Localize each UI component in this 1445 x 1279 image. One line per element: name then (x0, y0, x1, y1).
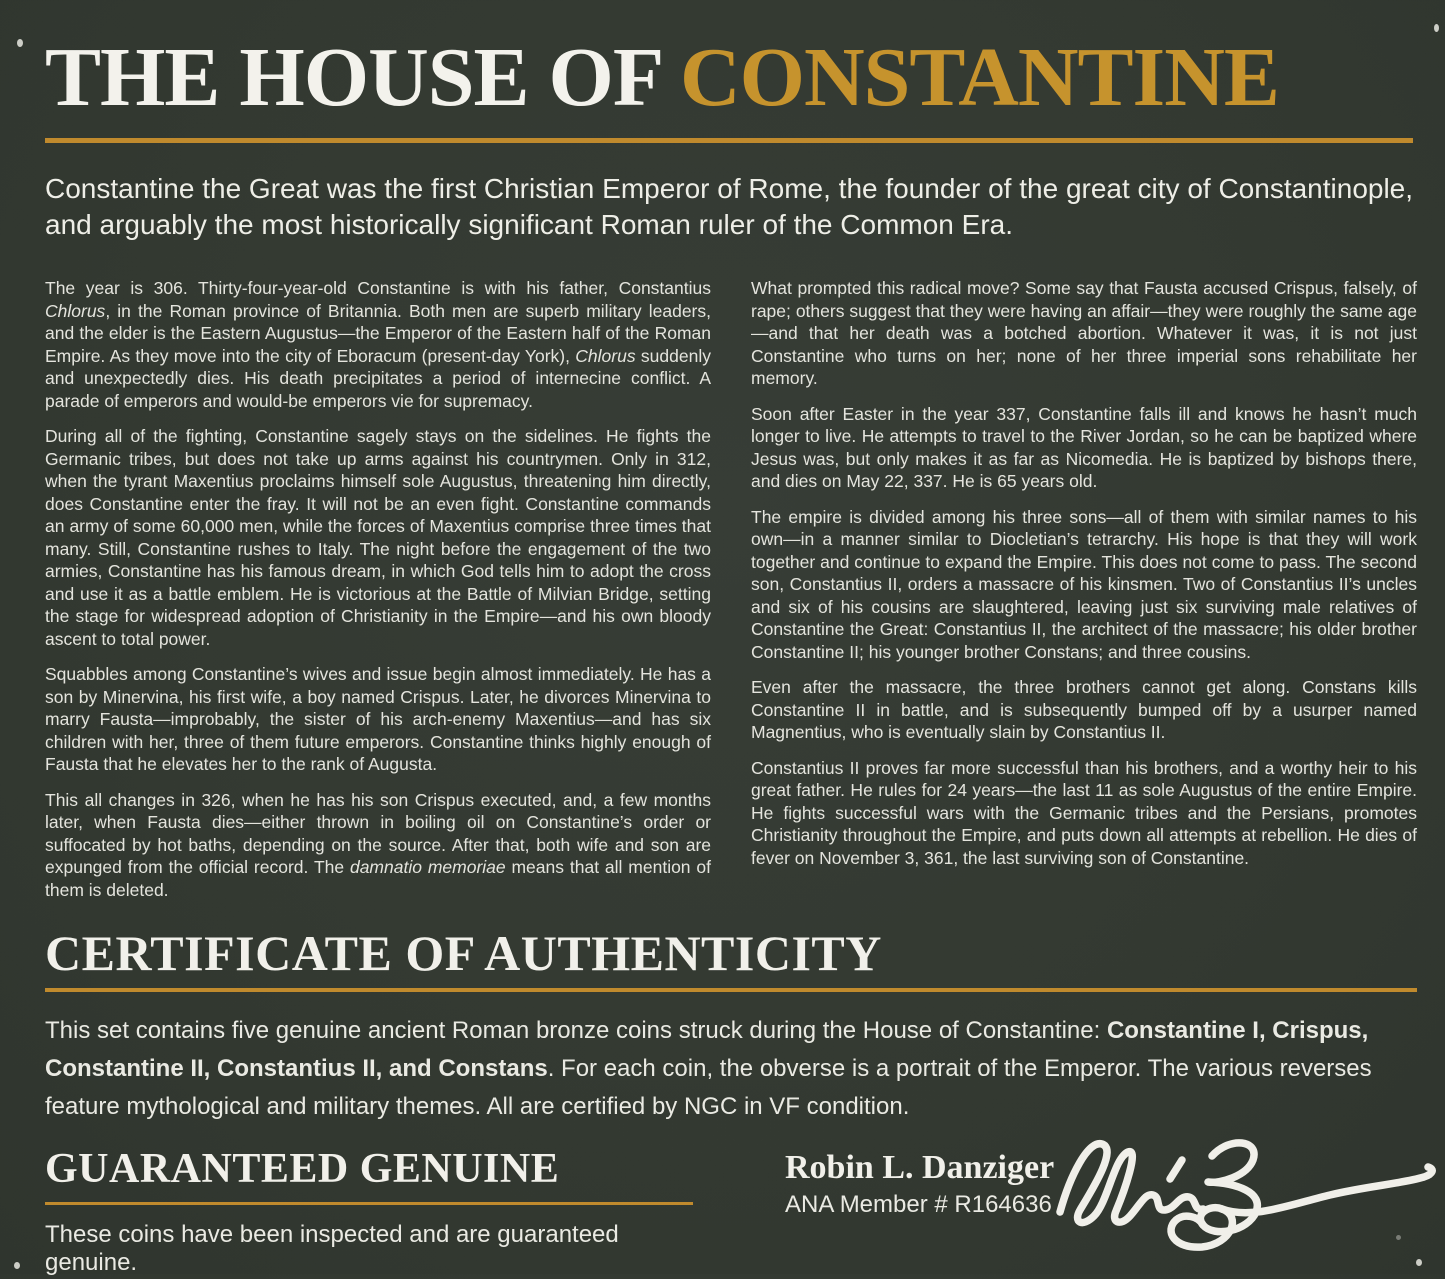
text-run: Even after the massacre, the three brothers cannot get along. Constans kills Constantine II in battle, and is subsequently bumped off by a usurper named Magnentius, who is eventually slain by Constantius II. (751, 677, 1417, 743)
text-run: Chlorus (45, 300, 106, 321)
text-run: During all of the fighting, Constantine sagely stays on the sidelines. He fights the Germanic tribes, but does not take up arms against his countrymen. Only in 312, when the tyrant Maxentius proclaims himself sole Augustus, threatening him directly, does Constantine enter the fray. It will not be an even fight. Constantine commands an army of some 60,000 men, while the forces of Maxentius comprise three times that many. Still, Constantine rushes to Italy. The night before the engagement of the two armies, Constantine has his famous dream, in which God tells him to adopt the cross and use it as a battle emblem. He is victorious at the Battle of Milvian Bridge, setting the stage for widespread adoption of Christianity in the Empire—and his own bloody ascent to total power. (45, 426, 711, 649)
paragraph (45, 789, 711, 902)
text-run: What prompted this radical move? Some say that Fausta accused Crispus, falsely, of rape; others suggest that they were having an affair—they were roughly the same age—and that her death was a botched abortion. Whatever it was, it is not just Constantine who turns on her; none of her three imperial sons rehabilitate her memory. (751, 278, 1417, 389)
text-run: Constantine I, Crispus, Constantine II, Constantius II, and Constans (45, 1016, 1369, 1082)
paragraph (45, 277, 711, 412)
dust-speck (1434, 24, 1439, 32)
page-title-gold: CONSTANTINE (680, 31, 1279, 124)
article-left-column (45, 277, 711, 901)
guarantee-body-text: These coins have been inspected and are guaranteed genuine. (45, 1220, 619, 1276)
text-run: damnatio memoriae (349, 857, 506, 878)
text-run: Soon after Easter in the year 337, Constantine falls ill and knows he hasn’t much longer to live. He attempts to travel to the River Jordan, so he can be baptized where Jesus was, but only makes it as far as Nicomedia. He is baptized by bishops there, and dies on May 22, 337. He is 65 years old. (751, 403, 1417, 492)
paragraph (751, 403, 1417, 493)
dust-speck (1416, 1259, 1422, 1266)
subtitle-text: Constantine the Great was the first Christian Emperor of Rome, the founder of the great city of Constantinople, and arguably the most historically significant Roman ruler of the Common Era. (45, 173, 1414, 241)
dust-speck (17, 39, 23, 47)
page-title-white: THE HOUSE OF (45, 31, 681, 124)
text-run: This all changes in 326, when he has his son Crispus executed, and, a few months later, when Fausta dies—either thrown in boiling oil on Constantine’s order or suffocated by hot baths, depending on the source. After that, both wife and son are expunged from the official record. The (45, 789, 711, 878)
signatory-membership: ANA Member # R164636 (785, 1190, 1052, 1218)
title-divider-rule (45, 138, 1413, 143)
text-run: , in the Roman province of Britannia. Both men are superb military leaders, and the elder is the Eastern Augustus—the Emperor of the Eastern half of the Roman Empire. As they move into the city of Eboracum (present-day York), (45, 300, 711, 366)
text-run: . For each coin, the obverse is a portrait of the Emperor. The various reverses feature mythological and military themes. All are certified by NGC in VF condition. (45, 1054, 1372, 1120)
paragraph (45, 663, 711, 776)
text-run: Squabbles among Constantine’s wives and issue begin almost immediately. He has a son by Minervina, his first wife, a boy named Crispus. Later, he divorces Minervina to marry Fausta—improbably, the sister of his arch-enemy Maxentius—and has six children with her, three of them future emperors. Constantine thinks highly enough of Fausta that he elevates her to the rank of Augusta. (45, 664, 711, 775)
article-right-column (751, 277, 1417, 901)
paragraph (751, 506, 1417, 664)
text-run: Constantius II proves far more successful than his brothers, and a worthy heir to his great father. He rules for 24 years—the last 11 as sole Augustus of the entire Empire. He fights successful wars with the Germanic tribes and the Persians, promotes Christianity throughout the Empire, and puts down all attempts at rebellion. He dies of fever on November 3, 361, the last surviving son of Constantine. (751, 757, 1417, 868)
footer-row (45, 1145, 1417, 1277)
signatory-block (785, 1148, 1054, 1219)
signatory-name: Robin L. Danziger (785, 1148, 1055, 1186)
paragraph (751, 757, 1417, 870)
text-run: Chlorus (575, 345, 636, 366)
dust-speck (14, 1262, 20, 1269)
article-columns (45, 277, 1417, 901)
text-run: This set contains five genuine ancient Roman bronze coins struck during the House of Constantine: (45, 1016, 1107, 1044)
paragraph (751, 277, 1417, 390)
certificate-body (45, 1012, 1417, 1126)
paragraph (45, 425, 711, 650)
text-run: means that all mention of them is deleted. (45, 857, 711, 900)
paragraph (45, 1012, 1417, 1126)
page-title (45, 31, 1417, 124)
certificate-divider-rule (45, 988, 1417, 992)
paragraph (751, 676, 1417, 744)
guarantee-divider-rule (45, 1202, 693, 1205)
guarantee-heading: GUARANTEED GENUINE (45, 1145, 560, 1192)
text-run: The year is 306. Thirty-four-year-old Constantine is with his father, Constantius (45, 278, 711, 299)
text-run: The empire is divided among his three sons—all of them with similar names to his own—in a manner similar to Diocletian’s tetrarchy. His hope is that they will work together and continue to expand the Empire. This does not come to pass. The second son, Constantius II, orders a massacre of his kinsmen. Two of Constantius II’s uncles and six of his cousins are slaughtered, leaving just six surviving male relatives of Constantine the Great: Constantius II, the architect of the massacre; his older brother Constantine II; his younger brother Constans; and three cousins. (751, 506, 1417, 662)
dust-speck (1396, 1235, 1401, 1240)
guarantee-section (45, 1145, 713, 1277)
text-run: suddenly and unexpectedly dies. His death precipitates a period of internecine conflict. A parade of emperors and would-be emperors vie for supremacy. (45, 345, 711, 411)
certificate-heading: CERTIFICATE OF AUTHENTICITY (45, 925, 882, 982)
